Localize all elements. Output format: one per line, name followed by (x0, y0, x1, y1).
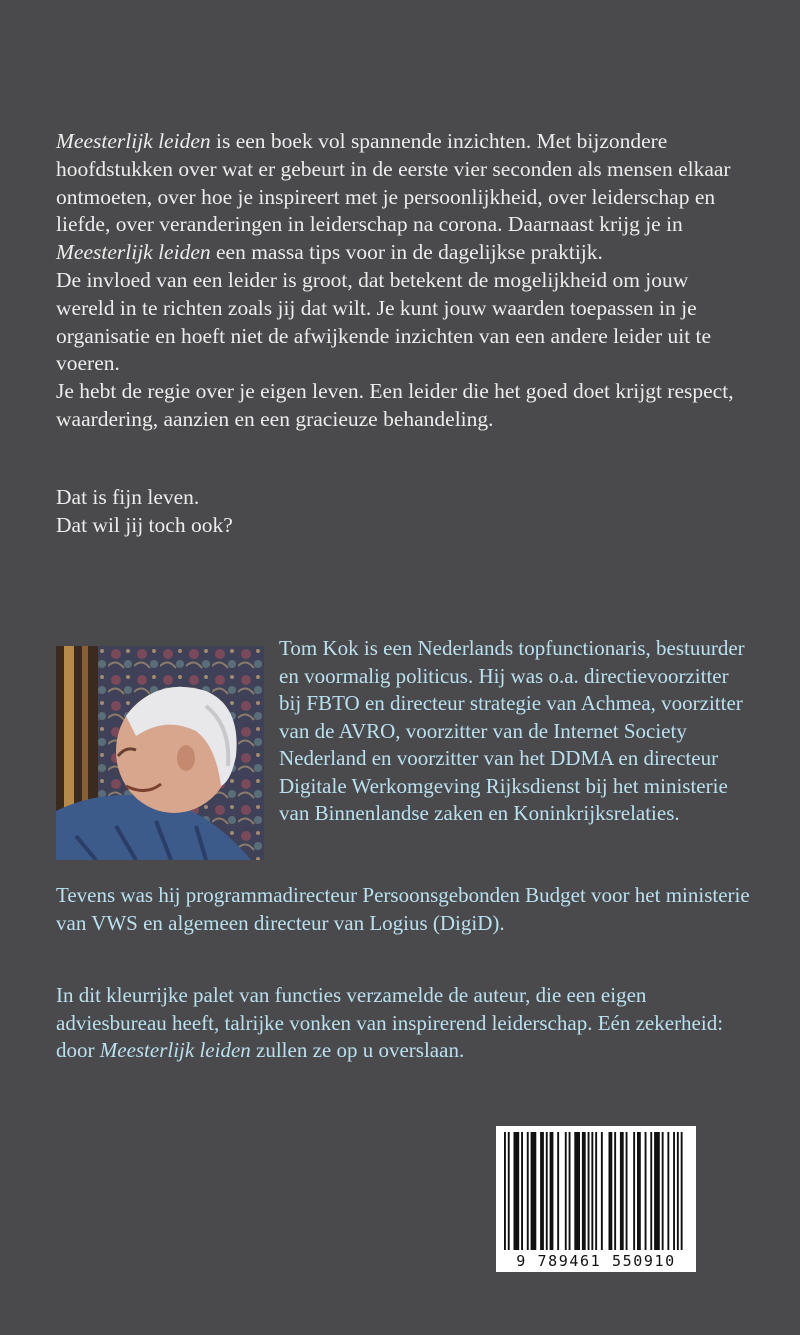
barcode-bar (582, 1132, 586, 1250)
isbn-barcode (496, 1126, 696, 1272)
book-title: Meesterlijk leiden (56, 240, 211, 265)
barcode-bar (531, 1132, 537, 1250)
barcode-bar (595, 1132, 597, 1250)
barcode-bar (550, 1132, 554, 1250)
barcode-bar (673, 1132, 675, 1250)
author-closing-text: zullen ze op u overslaan. (250, 1038, 465, 1062)
barcode-bar (637, 1132, 641, 1250)
isbn-number: 9 789461 550910 (516, 1252, 676, 1270)
book-blurb (56, 128, 746, 434)
book-title: Meesterlijk leiden (99, 1038, 251, 1062)
barcode-bar (681, 1132, 683, 1250)
blurb-paragraph-2: De invloed van een leider is groot, dat betekent de mogelijkheid om jouw wereld in te richten zoals jij dat wilt. Je kunt jouw waarden toepassen in je organisatie en hoeft niet de afwijkende inzichten van een andere leider uit te voeren. (56, 267, 712, 376)
barcode-bar (514, 1132, 520, 1250)
author-bio-continued (56, 882, 756, 937)
barcode-bar (521, 1132, 523, 1250)
barcode-bar (569, 1132, 571, 1250)
barcode-bar (654, 1132, 660, 1250)
barcode-bar (504, 1132, 506, 1250)
closing-line-2: Dat wil jij toch ook? (56, 512, 233, 537)
author-closing-paragraph (56, 982, 756, 1065)
closing-line-1: Dat is fijn leven. (56, 485, 200, 509)
barcode-bar (609, 1132, 613, 1250)
barcode-bar (620, 1132, 624, 1250)
barcode-bar (677, 1132, 679, 1250)
author-closing-text: In dit kleurrijke palet van functies verzamelde de auteur, die een eigen adviesbureau heeft, talrijke vonken van inspirerend leiderschap. Eén zekerheid: door (56, 983, 724, 1062)
barcode-bar (626, 1132, 628, 1250)
barcode-bar (557, 1132, 559, 1250)
barcode-bar (574, 1132, 580, 1250)
barcode-bar (633, 1132, 635, 1250)
barcode-bars (496, 1126, 696, 1272)
author-bio-paragraph: Tom Kok is een Nederlands topfunctionaris, bestuurder en voormalig politicus. Hij was o.a. directievoorzitter bij FBTO en directeur strategie van Achmea, voorzitter van de AVRO, voorzitter van de Internet Society Nederland en voorzitter van het DDMA en directeur Digitale Werkomgeving Rijksdienst bij het ministerie van Binnenlandse zaken en Koninkrijksrelaties. (279, 636, 745, 825)
barcode-bar (601, 1132, 603, 1250)
author-bio-continued-paragraph: Tevens was hij programmadirecteur Persoonsgebonden Budget voor het ministerie van VWS en algemeen directeur van Logius (DigiD). (56, 883, 750, 935)
barcode-bar (588, 1132, 590, 1250)
blurb-text: een massa tips voor in de dagelijkse praktijk. (210, 240, 603, 265)
barcode-bar (645, 1132, 647, 1250)
barcode-bar (565, 1132, 567, 1250)
blurb-closing (56, 484, 746, 540)
author-portrait-image (56, 646, 264, 860)
author-photo (56, 646, 264, 860)
barcode-bar (546, 1132, 548, 1250)
blurb-paragraph-1 (56, 128, 746, 267)
barcode-bar (527, 1132, 529, 1250)
blurb-text: is een boek vol spannende inzichten. Met bijzondere hoofdstukken over wat er gebeurt in de eerste vier seconden als mensen elkaar ontmoeten, over hoe je inspireert met je persoonlijkheid, over leiderschap en liefde, over veranderingen in leiderschap na corona. Daarnaast krijg je in (56, 129, 731, 237)
blurb-paragraph-3: Je hebt de regie over je eigen leven. Een leider die het goed doet krijgt respect, waardering, aanzien en een gracieuze behandeling. (56, 379, 734, 431)
barcode-bar (614, 1132, 616, 1250)
barcode-bar (540, 1132, 544, 1250)
barcode-bar (508, 1132, 510, 1250)
barcode-bar (650, 1132, 652, 1250)
author-bio (279, 635, 749, 828)
barcode-bar (667, 1132, 669, 1250)
book-title: Meesterlijk leiden (56, 129, 211, 153)
barcode-bar (662, 1132, 664, 1250)
barcode-bar (591, 1132, 593, 1250)
author-closing (56, 982, 756, 1065)
